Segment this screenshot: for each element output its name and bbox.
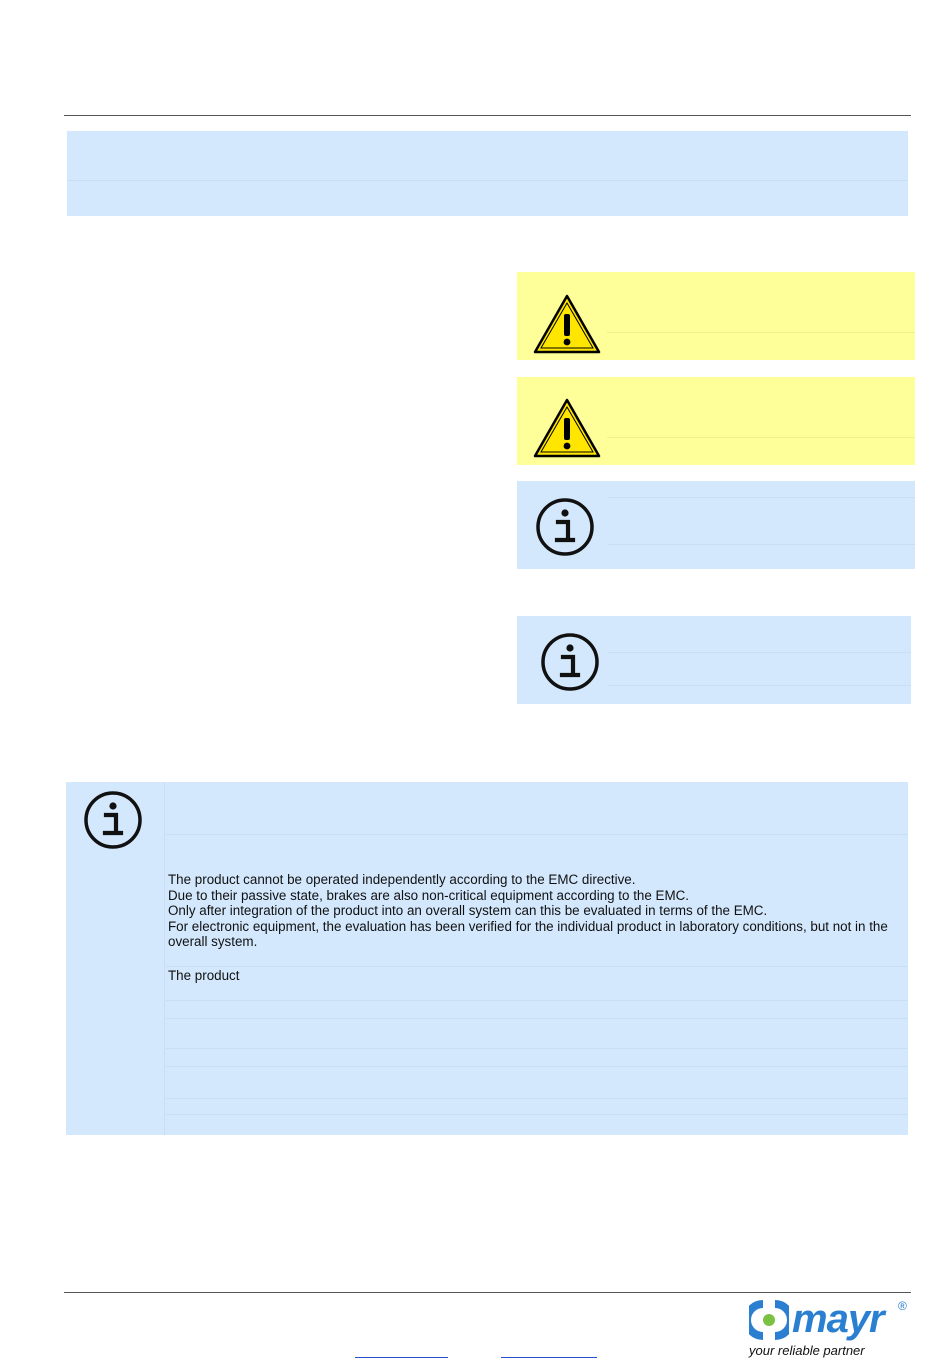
info-box-1 bbox=[517, 481, 915, 569]
logo-tagline: your reliable partner bbox=[749, 1343, 865, 1358]
registered-mark: ® bbox=[898, 1299, 907, 1313]
emc-paragraph: For electronic equipment, the evaluation has been verified for the individual product in laboratory conditions, but not in the overall system. bbox=[168, 918, 888, 950]
emc-paragraph: The product cannot be operated independently according to the EMC directive. bbox=[168, 872, 636, 887]
emc-product-line: The product bbox=[168, 967, 240, 983]
emc-paragraph: Only after integration of the product into an overall system can this be evaluated in terms of the EMC. bbox=[168, 903, 768, 919]
warning-box-2 bbox=[517, 377, 915, 465]
emc-paragraph: Due to their passive state, brakes are also non-critical equipment according to the EMC. bbox=[168, 887, 690, 903]
info-box-2 bbox=[517, 616, 911, 704]
mayr-logo-icon bbox=[749, 1300, 789, 1340]
footer-rule bbox=[64, 1292, 911, 1293]
warning-box-1 bbox=[517, 272, 915, 360]
warning-triangle-icon bbox=[533, 294, 601, 354]
header-band bbox=[67, 131, 908, 216]
warning-triangle-icon bbox=[533, 398, 601, 458]
emc-note-text bbox=[168, 872, 903, 984]
footer-link-2[interactable] bbox=[501, 1357, 597, 1358]
header-rule bbox=[64, 115, 911, 116]
logo-text: mayr bbox=[792, 1297, 884, 1341]
info-circle-icon bbox=[540, 632, 600, 692]
info-circle-icon bbox=[83, 790, 143, 850]
footer-link-1[interactable] bbox=[355, 1357, 448, 1358]
info-circle-icon bbox=[535, 497, 595, 557]
